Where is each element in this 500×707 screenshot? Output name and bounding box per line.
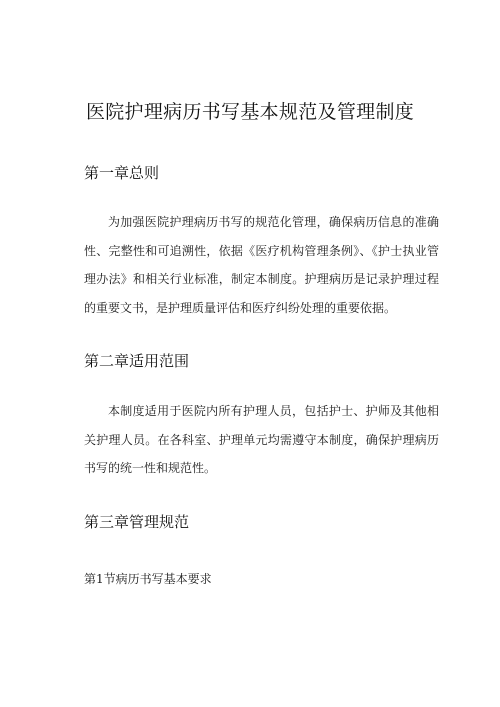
chapter-1-heading: 第一章总则 bbox=[84, 164, 160, 182]
chapter-2-heading: 第二章适用范围 bbox=[84, 352, 190, 370]
section-1-heading: 第1节病历书写基本要求 bbox=[84, 572, 212, 586]
chapter-1-paragraph: 为加强医院护理病历书写的规范化管理，确保病历信息的准确性、完整性和可追溯性，依据《医疗机构管理条例》、《护士执业管理办法》和相关行业标准，制定本制度。护理病历是记录护理过程的重要文书，是护理质量评估和医疗纠纷处理的重要依据。 bbox=[84, 215, 439, 315]
chapter-2-paragraph: 本制度适用于医院内所有护理人员，包括护士、护师及其他相关护理人员。在各科室、护理单元均需遵守本制度，确保护理病历书写的统一性和规范性。 bbox=[84, 404, 439, 475]
chapter-3-heading: 第三章管理规范 bbox=[84, 513, 190, 531]
document-title: 医院护理病历书写基本规范及管理制度 bbox=[85, 101, 415, 123]
